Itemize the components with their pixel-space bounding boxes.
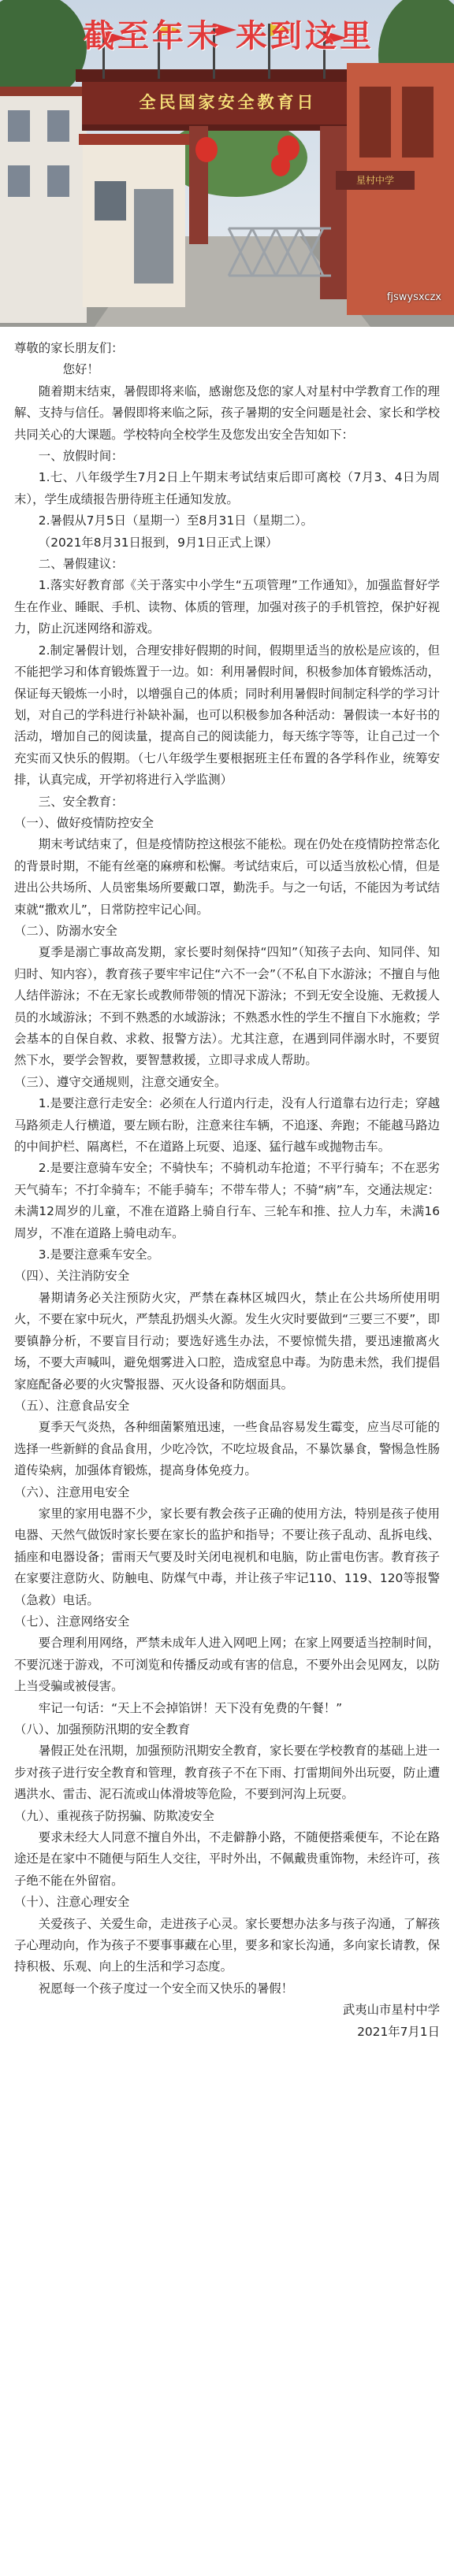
list-item: 1.七、八年级学生7月2日上午期末考试结束后即可离校（7月3、4日为周末），学生成绩报告册待班主任通知发放。 [14, 470, 440, 506]
letter-body [0, 327, 454, 2043]
subsection-body: 夏季天气炎热，各种细菌繁殖迅速，一些食品容易发生霉变，应当尽可能的选择一些新鲜的食品食用，少吃冷饮，不吃垃圾食品，不暴饮暴食，警惕急性肠道传染病，加强体育锻炼，提高身体免疫力。 [14, 1420, 440, 1478]
subsection-title: （九）、重视孩子防拐骗、防欺凌安全 [14, 1808, 214, 1823]
gate-banner: 全民国家安全教育日 [139, 93, 317, 112]
subsection-title: （七）、注意网络安全 [14, 1614, 130, 1629]
school-sign: 星村中学 [336, 171, 415, 190]
subsection-body: 暑期请务必关注预防火灾，严禁在森林区城四火，禁止在公共场所使用明火，不要在家中玩火，严禁乱扔烟头火源。发生火灾时要做到“三要三不要”，即要镇静分析，不要盲目行动；要选好逃生办法，不要惊慌失措，要迅速撤离火场，不要大声喊叫，避免烟雾进入口腔，造成窒息中毒。为防患未然，我们提倡家庭配备必要的火灾警报器、灭火设备和防烟面具。 [14, 1290, 440, 1392]
section-title: 一、放假时间： [38, 449, 124, 464]
intro-paragraph: 随着期末结束，暑假即将来临，感谢您及您的家人对星村中学教育工作的理解、支持与信任。暑假即将来临之际，孩子暑期的安全问题是社会、家长和学校共同关心的大课题。学校特向全校学生及您发出安全告知如下： [14, 384, 440, 442]
signature: 武夷山市星村中学 [342, 2003, 440, 2018]
section-title: 三、安全教育： [38, 794, 124, 809]
subsection-title: （四）、关注消防安全 [14, 1269, 130, 1284]
list-item: 1.落实好教育部《关于落实中小学生“五项管理”工作通知》，加强监督好学生在作业、睡眠、手机、读物、体质的管理，加强对孩子的手机管控，保护好视力，防止沉迷网络和游戏。 [14, 578, 440, 636]
subsection-title: （六）、注意用电安全 [14, 1484, 130, 1499]
list-item: （2021年8月31日报到，9月1日正式上课） [38, 535, 278, 550]
subsection-title: （三）、遵守交通规则，注意交通安全。 [14, 1074, 227, 1089]
closing-wish: 祝愿每一个孩子度过一个安全而又快乐的暑假！ [38, 1981, 294, 1996]
slogan: 牢记一句话：“天上不会掉馅饼！天下没有免费的午餐！” [38, 1700, 343, 1715]
subsection-body: 要求未经大人同意不擅自外出，不走僻静小路，不随便搭乘便车，不论在路途还是在家中不随便与陌生人交往，平时外出，不佩戴贵重饰物，未经许可，孩子绝不能在外留宿。 [14, 1830, 440, 1888]
subsection-body: 暑假正处在汛期，加强预防汛期安全教育，家长要在学校教育的基础上进一步对孩子进行安全教育和管理，教育孩子不在下雨、打雷期间外出玩耍，防止遭遇洪水、雷击、泥石流或山体滑坡等危险，不要到河沟上玩耍。 [14, 1744, 440, 1802]
subsection-title: （一）、做好疫情防控安全 [14, 815, 154, 830]
salutation: 尊敬的家长朋友们： [14, 341, 124, 355]
subsection-title: （二）、防溺水安全 [14, 923, 117, 938]
list-item: 1.是要注意行走安全：必须在人行道内行走，没有人行道靠右边行走；穿越马路须走人行横道，要左顾右盼，注意来往车辆，不追逐、奔跑；不能越马路边的中间护栏、隔离栏，不在道路上玩耍、追逐、猛行越车或抛物击车。 [14, 1096, 440, 1155]
list-item: 2.制定暑假计划，合理安排好假期的时间，假期里适当的放松是应该的，但不能把学习和体育锻炼置于一边。如：利用暑假时间，积极参加体育锻炼活动，保证每天锻炼一小时，以增强自己的体质；同时利用暑假时间制定科学的学习计划，对自己的学科进行补缺补漏，也可以积极参加各种活动：暑假读一本好书的活动，增加自己的阅读量，提高自己的阅读能力，每天练字等等，让自己过一个充实而又快乐的假期。（七八年级学生要根据班主任布置的各学科作业，统筹安排，认真完成，开学初将进行入学监测） [14, 643, 440, 788]
section-title: 二、暑假建议： [38, 557, 124, 572]
list-item: 3.是要注意乘车安全。 [38, 1247, 159, 1262]
greeting: 您好！ [62, 362, 99, 377]
list-item: 2.是要注意骑车安全；不骑快车；不骑机动车抢道；不平行骑车；不在恶劣天气骑车；不打伞骑车；不能手骑车；不带车带人；不骑“病”车，交通法规定：未满12周岁的儿童，不准在道路上骑自行车、三轮车和推、拉人力车，未满16周岁，不准在道路上骑电动车。 [14, 1161, 440, 1240]
subsection-body: 要合理利用网络，严禁未成年人进入网吧上网；在家上网要适当控制时间，不要沉迷于游戏，不可浏览和传播反动或有害的信息，不要外出会见网友，以防上当受骗或被侵害。 [14, 1636, 440, 1694]
subsection-title: （十）、注意心理安全 [14, 1895, 130, 1910]
letter-date: 2021年7月1日 [357, 2024, 440, 2039]
list-item: 2.暑假从7月5日（星期一）至8月31日（星期二）。 [38, 513, 314, 528]
top-slogan: 截至年末 来到这里 [83, 17, 374, 54]
subsection-body: 家里的家用电器不少，家长要有教会孩子正确的使用方法，特别是孩子使用电器、天然气做饭时家长要在家长的监护和指导；不要让孩子乱动、乱拆电线、插座和电器设备；雷雨天气要及时关闭电视机和电脑，防止雷电伤害。教育孩子在家要注意防火、防触电、防煤气中毒，并让孩子牢记110、119、120等报警（急救）电话。 [14, 1506, 440, 1607]
subsection-body: 夏季是溺亡事故高发期，家长要时刻保持“四知”（知孩子去向、知同伴、知归时、知内容），教育孩子要牢牢记住“六不一会”（不私自下水游泳；不擅自与他人结伴游泳；不在无家长或教师带领的情况下游泳；不到无安全设施、无救援人员的水域游泳；不到不熟悉的水域游泳；不熟悉水性的学生不擅自下水施救；学会基本的自保自救、求救、报警方法）。尤其注意，在遇到同伴溺水时，不要贸然下水，要学会智救，要智慧救援，立即寻求成人帮助。 [14, 945, 440, 1068]
subsection-body: 期末考试结束了，但是疫情防控这根弦不能松。现在仍处在疫情防控常态化的背景时期，不能有丝毫的麻痹和松懈。考试结束后，可以适当放松心情，但是进出公共场所、人员密集场所要戴口罩，勤洗手。与之一句话，不能因为考试结束就“撒欢儿”，日常防控牢记心间。 [14, 837, 440, 917]
subsection-title: （八）、加强预防汛期的安全教育 [14, 1722, 191, 1736]
watermark: fjswysxczx [386, 291, 441, 303]
subsection-title: （五）、注意食品安全 [14, 1398, 130, 1413]
subsection-body: 关爱孩子、关爱生命，走进孩子心灵。家长要想办法多与孩子沟通，了解孩子心理动向，作为孩子不要事事藏在心里，要多和家长沟通，多向家长请教，保持积极、乐观、向上的生活和学习态度。 [14, 1916, 440, 1974]
school-gate-photo [0, 0, 454, 327]
